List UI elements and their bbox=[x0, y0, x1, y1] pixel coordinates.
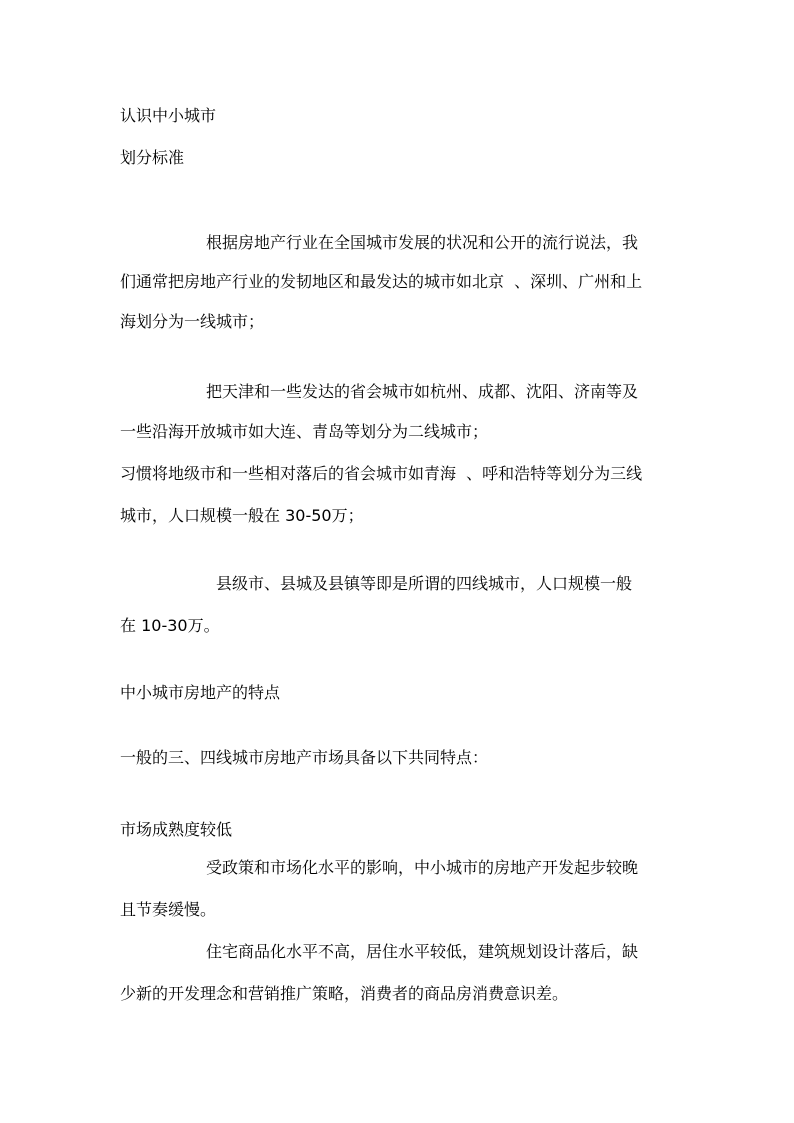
paragraph-line: 把天津和一些发达的省会城市如杭州、成都、沈阳、济南等及 bbox=[206, 382, 639, 401]
paragraph-line: 且节奏缓慢。 bbox=[120, 900, 217, 919]
paragraph-line: 县级市、县城及县镇等即是所谓的四线城市，人口规模一般 bbox=[216, 574, 633, 593]
paragraph-line: 一些沿海开放城市如大连、青岛等划分为二线城市； bbox=[120, 422, 489, 441]
section-heading-features: 中小城市房地产的特点 bbox=[120, 683, 281, 702]
paragraph-line: 住宅商品化水平不高，居住水平较低，建筑规划设计落后，缺 bbox=[206, 942, 639, 961]
paragraph-line: 城市，人口规模一般在 30-50万； bbox=[120, 506, 364, 525]
paragraph-line: 受政策和市场化水平的影响，中小城市的房地产开发起步较晚 bbox=[206, 858, 639, 877]
paragraph-line: 一般的三、四线城市房地产市场具备以下共同特点： bbox=[120, 748, 489, 767]
paragraph-line: 少新的开发理念和营销推广策略，消费者的商品房消费意识差。 bbox=[120, 984, 569, 1003]
paragraph-line: 在 10-30万。 bbox=[120, 616, 220, 635]
paragraph-line: 海划分为一线城市； bbox=[120, 312, 265, 331]
page-title: 认识中小城市 bbox=[120, 106, 217, 125]
subheading-market-maturity: 市场成熟度较低 bbox=[120, 820, 233, 839]
section-heading-classification: 划分标准 bbox=[120, 148, 185, 167]
paragraph-line: 们通常把房地产行业的发韧地区和最发达的城市如北京 、深圳、广州和上 bbox=[120, 272, 643, 291]
paragraph-line: 习惯将地级市和一些相对落后的省会城市如青海 、呼和浩特等划分为三线 bbox=[120, 464, 643, 483]
paragraph-line: 根据房地产行业在全国城市发展的状况和公开的流行说法，我 bbox=[206, 233, 639, 252]
